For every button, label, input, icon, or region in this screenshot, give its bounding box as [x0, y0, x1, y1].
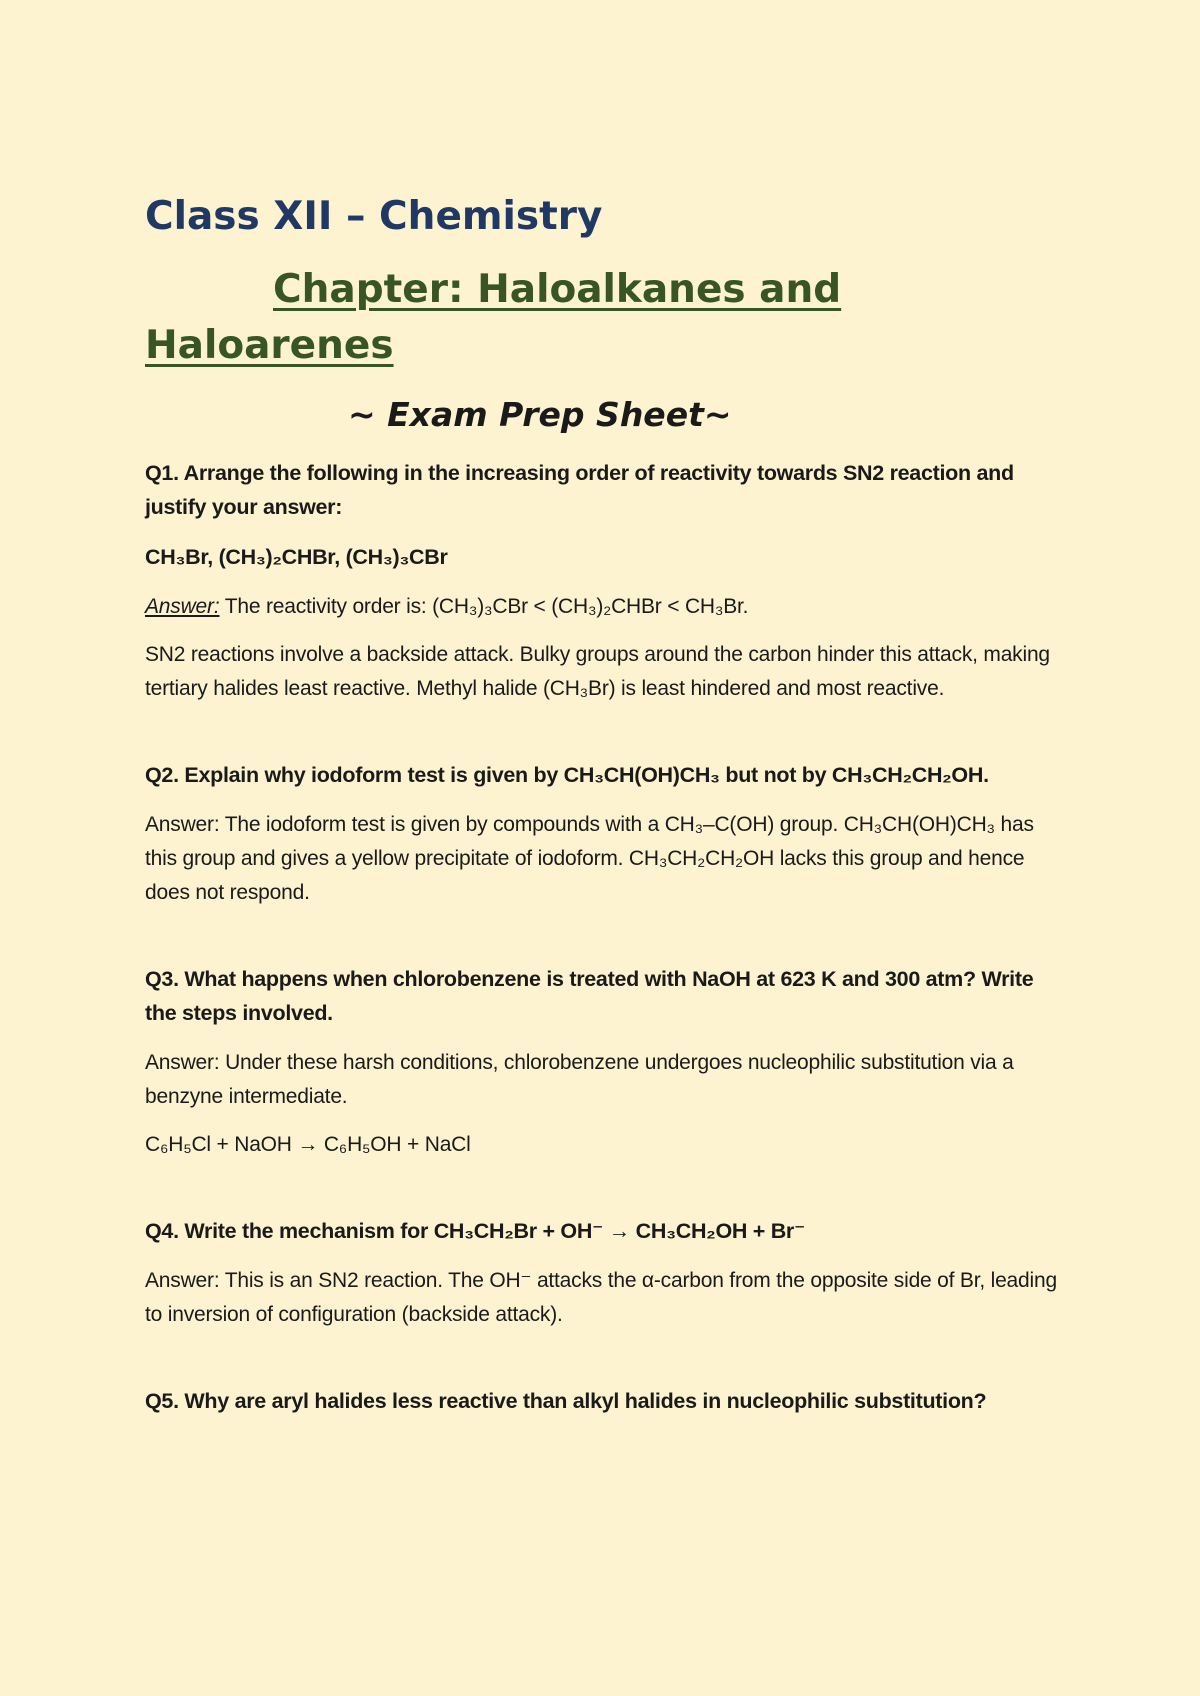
- compound-3: (CH₃)₃CBr: [345, 544, 448, 569]
- question-1-compounds: CH₃Br, (CH₃)₂CHBr, (CH₃)₃CBr: [145, 544, 448, 569]
- compound-2: (CH₃)₂CHBr: [218, 544, 335, 569]
- question-3: Q3. What happens when chlorobenzene is treated with NaOH at 623 K and 300 atm? Write the steps involved.: [145, 966, 1034, 1025]
- page-title: Class XII – Chemistry: [145, 194, 603, 239]
- answer-2: Answer: The iodoform test is given by compounds with a CH₃–C(OH) group. CH₃CH(OH)CH₃ has this group and gives a yellow precipitate of iodoform. CH₃CH₂CH₂OH lacks this group and hence does not respond.: [145, 812, 1034, 904]
- document-page: [145, 195, 1065, 1434]
- answer-4: Answer: This is an SN2 reaction. The OH⁻ attacks the α-carbon from the opposite side of Br, leading to inversion of configuration (backside attack).: [145, 1268, 1057, 1326]
- subtitle: ~ Exam Prep Sheet~: [348, 394, 732, 434]
- answer-3: Answer: Under these harsh conditions, chlorobenzene undergoes nucleophilic substitution via a benzyne intermediate.: [145, 1050, 1014, 1108]
- answer-label: Answer:: [145, 594, 220, 618]
- compound-1: CH₃Br: [145, 544, 208, 569]
- answer-1-explanation: SN2 reactions involve a backside attack. Bulky groups around the carbon hinder this attack, making tertiary halides least reactive. Methyl halide (CH₃Br) is least hindered and most reactive.: [145, 642, 1050, 700]
- question-4: Q4. Write the mechanism for CH₃CH₂Br + OH⁻ → CH₃CH₂OH + Br⁻: [145, 1218, 806, 1243]
- answer-1-order: The reactivity order is: (CH₃)₃CBr < (CH₃)₂CHBr < CH₃Br.: [224, 594, 749, 618]
- question-1: Q1. Arrange the following in the increasing order of reactivity towards SN2 reaction and justify your answer:: [145, 460, 1014, 519]
- chapter-heading: Chapter: Haloalkanes and Haloarenes: [145, 266, 842, 368]
- answer-3-equation: C₆H₅Cl + NaOH → C₆H₅OH + NaCl: [145, 1132, 471, 1156]
- answer-1: [145, 590, 1065, 624]
- question-2: Q2. Explain why iodoform test is given by CH₃CH(OH)CH₃ but not by CH₃CH₂CH₂OH.: [145, 762, 989, 787]
- question-5: Q5. Why are aryl halides less reactive than alkyl halides in nucleophilic substitution?: [145, 1388, 987, 1413]
